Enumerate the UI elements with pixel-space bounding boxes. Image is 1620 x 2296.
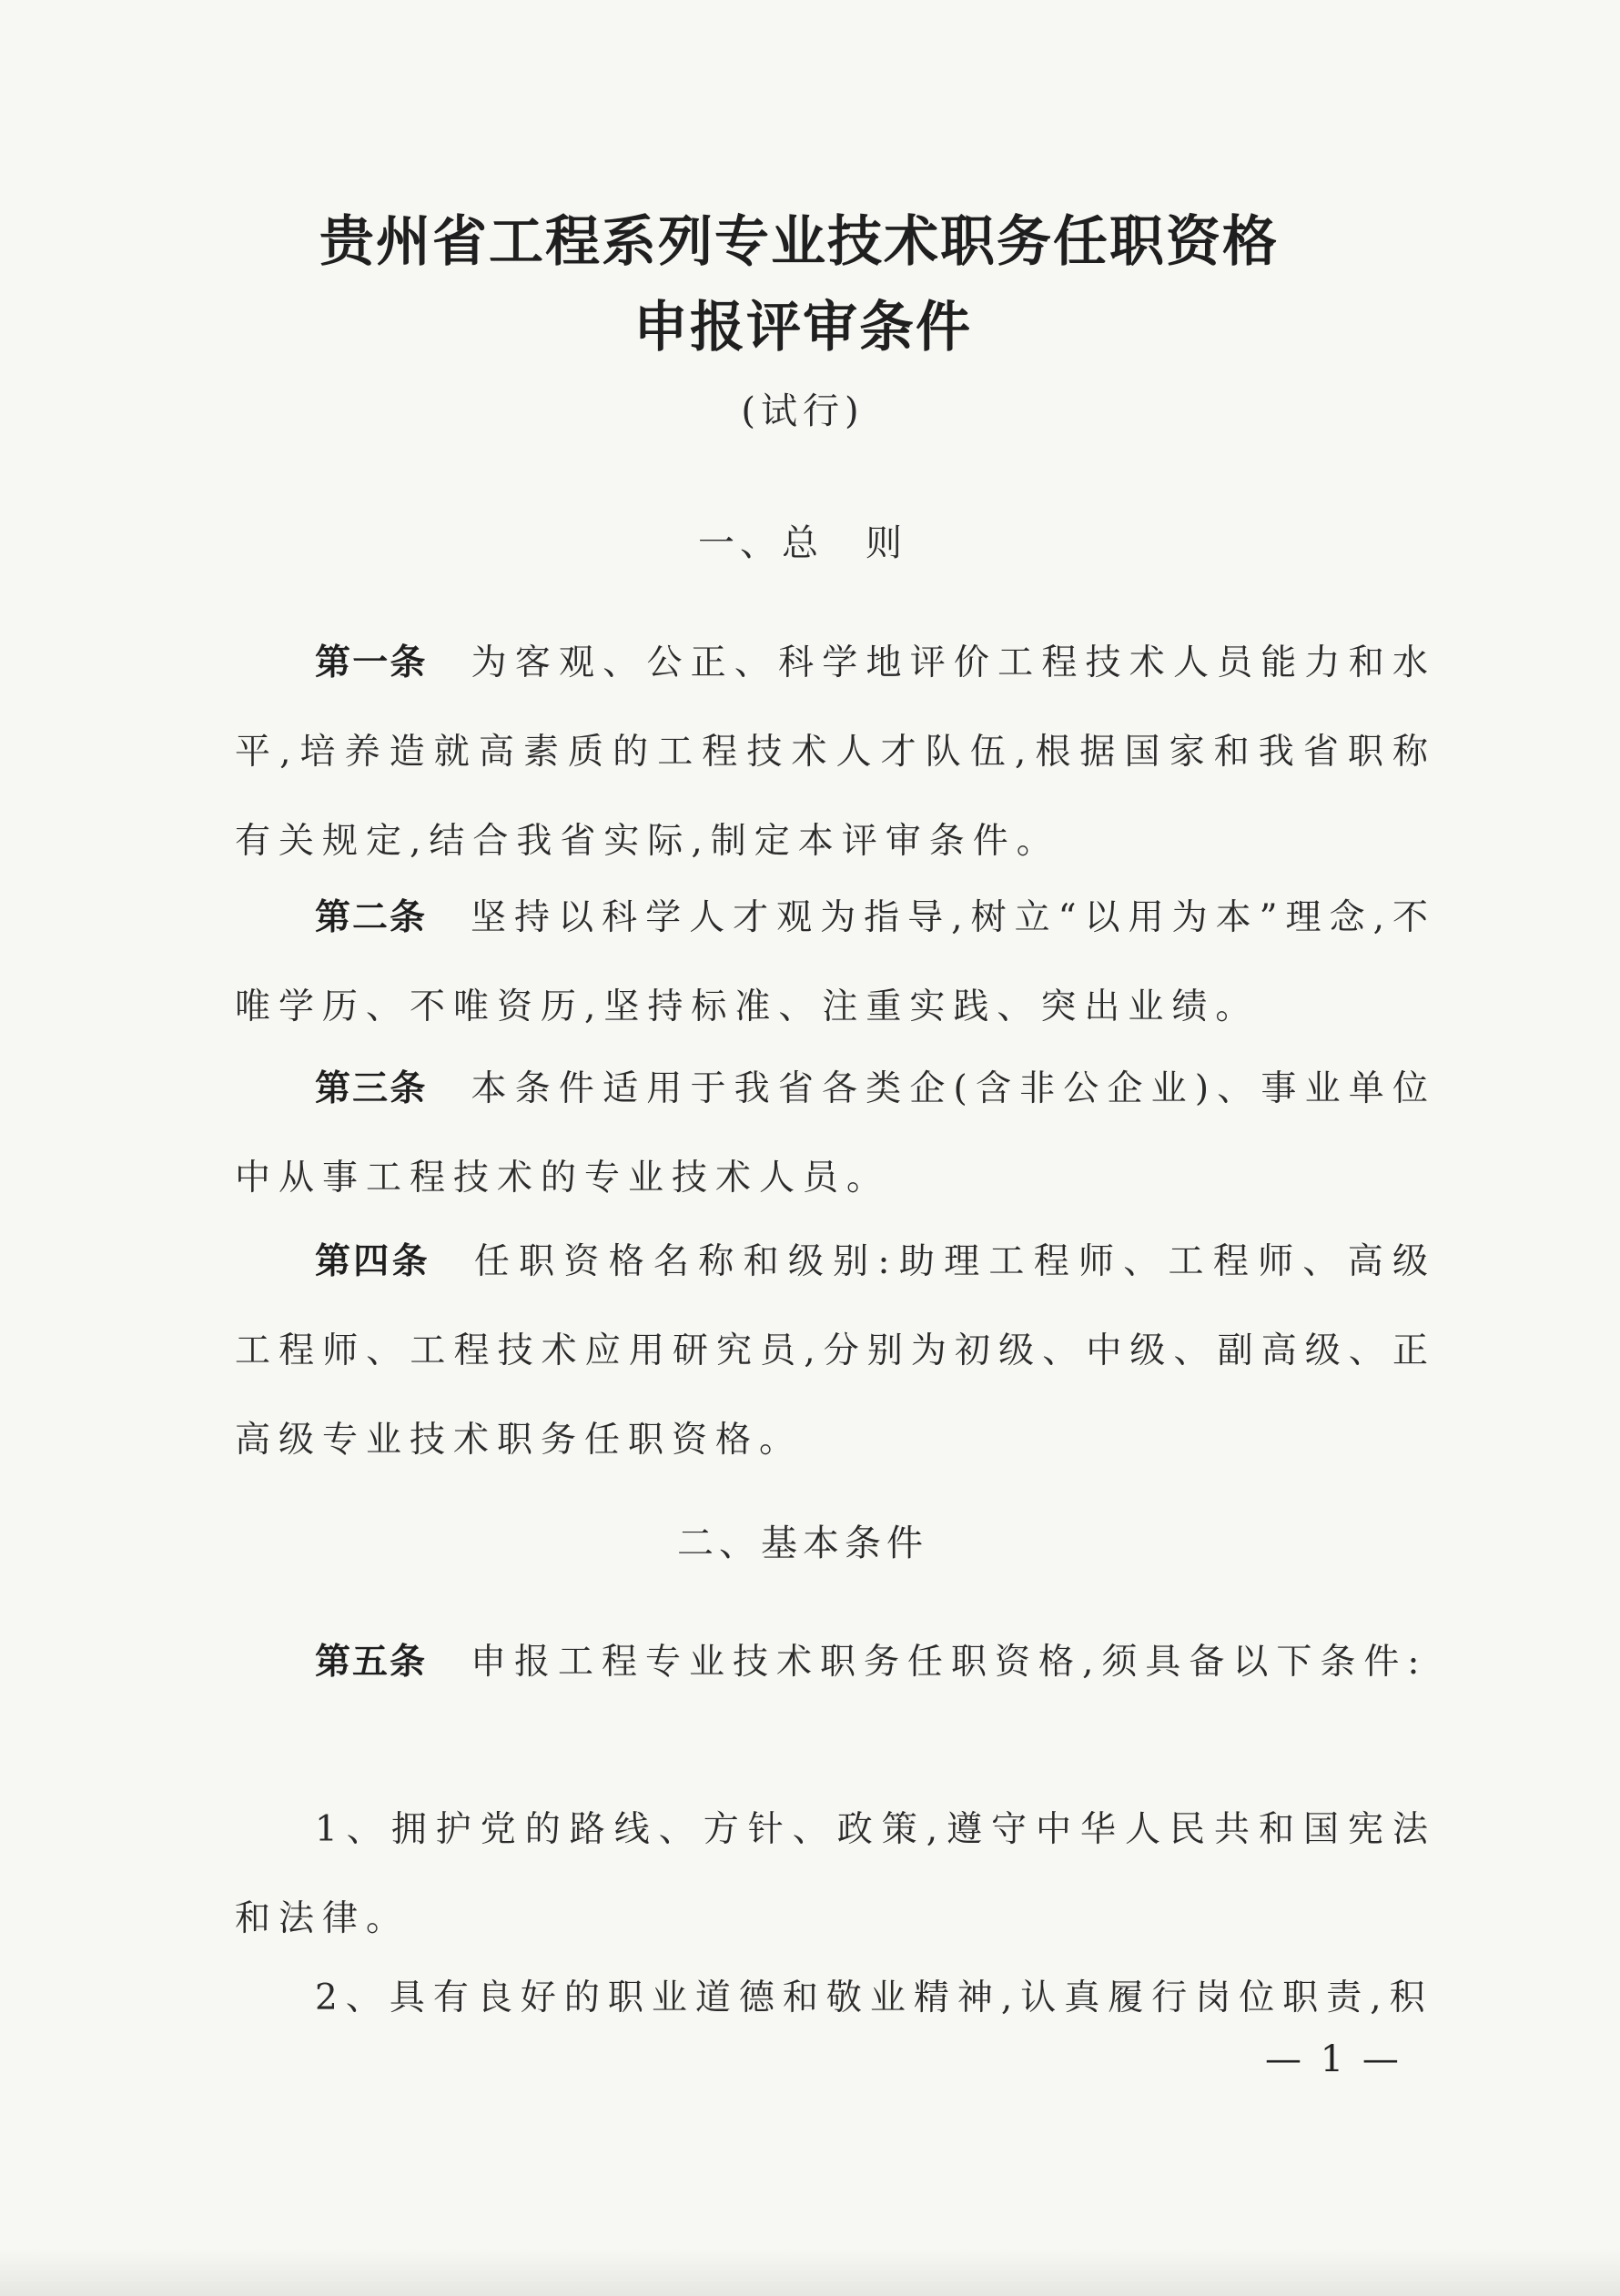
article-text: 为客观、公正、科学地评价工程技术人员能力和水平,培养造就高素质的工程技术人才队伍,根据国家和我省职称有关规定,结合我省实际,制定本评审条件。: [235, 642, 1436, 862]
page-number: — 1 —: [1265, 2038, 1402, 2080]
article-text: 任职资格名称和级别:助理工程师、工程师、高级工程师、工程技术应用研究员,分别为初级、中级、副高级、正高级专业技术职务任职资格。: [235, 1241, 1436, 1461]
section-heading-general: 一、总 则: [698, 522, 907, 564]
article-4: [235, 1218, 1436, 1485]
article-5: [235, 1618, 1436, 1707]
article-lead: 第二条: [315, 897, 428, 938]
article-lead: 第五条: [315, 1642, 428, 1683]
scan-bottom-edge: [0, 2248, 1620, 2296]
document-title-line2: 申报评审条件: [633, 296, 972, 359]
document-subtitle: (试行): [741, 390, 865, 432]
article-lead: 第四条: [315, 1241, 430, 1282]
document-title-line1: 贵州省工程系列专业技术职务任职资格: [319, 210, 1279, 274]
article-text: 申报工程专业技术职务任职资格,须具备以下条件:: [471, 1642, 1428, 1683]
article-3: [235, 1045, 1436, 1223]
condition-item-2: [235, 1954, 1436, 2043]
article-lead: 第一条: [315, 642, 428, 683]
section-heading-basic-conditions: 二、基本条件: [677, 1522, 928, 1564]
article-text: 坚持以科学人才观为指导,树立“以用为本”理念,不唯学历、不唯资历,坚持标准、注重实践、突出业绩。: [235, 897, 1436, 1027]
article-1: [235, 619, 1436, 886]
condition-text: 2、具有良好的职业道德和敬业精神,认真履行岗位职责,积: [315, 1977, 1433, 2018]
article-text: 本条件适用于我省各类企(含非公企业)、事业单位中从事工程技术的专业技术人员。: [235, 1068, 1436, 1199]
condition-item-1: [235, 1785, 1436, 1964]
condition-text: 1、拥护党的路线、方针、政策,遵守中华人民共和国宪法和法律。: [235, 1809, 1436, 1939]
article-2: [235, 874, 1436, 1052]
article-lead: 第三条: [315, 1068, 428, 1109]
